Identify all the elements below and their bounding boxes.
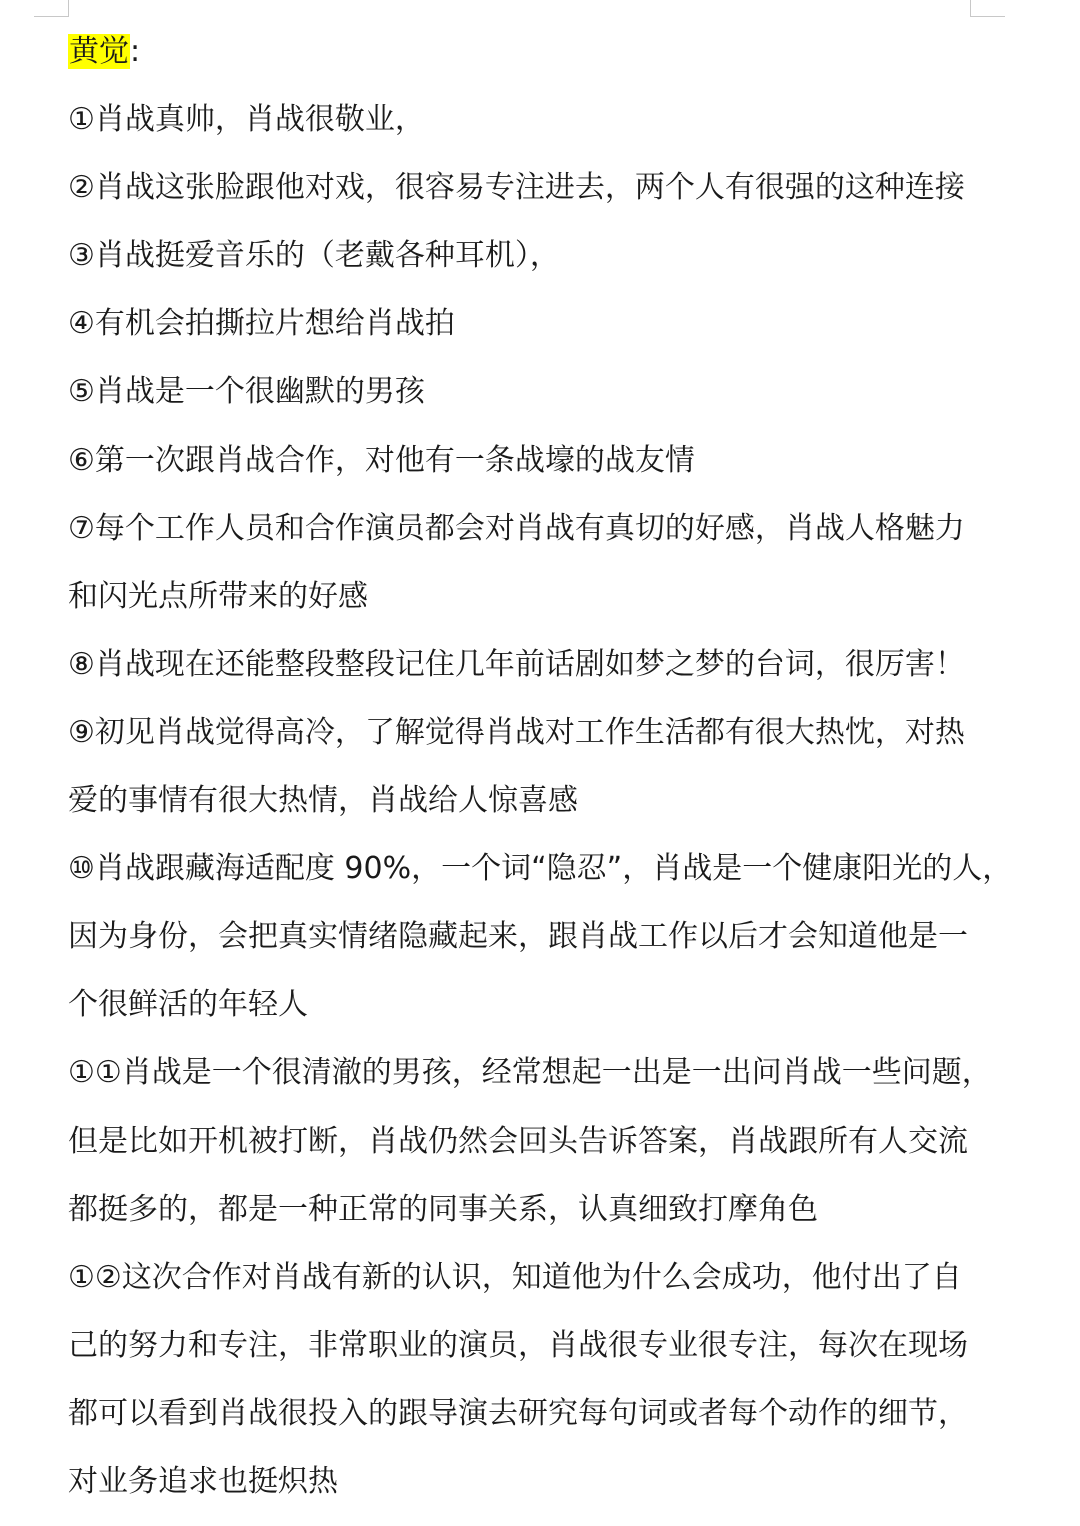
text-line: ⑤肖战是一个很幽默的男孩: [68, 374, 425, 410]
text-line: ①②这次合作对肖战有新的认识，知道他为什么会成功，他付出了自: [68, 1259, 962, 1295]
text-line: 但是比如开机被打断，肖战仍然会回头告诉答案，肖战跟所有人交流: [68, 1123, 968, 1159]
page-corner-mark-right: [970, 0, 1005, 17]
text-line: 对业务追求也挺炽热: [68, 1463, 338, 1499]
text-line: 爱的事情有很大热情，肖战给人惊喜感: [68, 783, 578, 819]
text-line: ①①肖战是一个很清澈的男孩，经常想起一出是一出问肖战一些问题，: [68, 1055, 992, 1091]
text-line: ②肖战这张脸跟他对戏，很容易专注进去，两个人有很强的这种连接: [68, 170, 965, 206]
text-line: 个很鲜活的年轻人: [68, 987, 308, 1023]
text-line: ⑨初见肖战觉得高冷，了解觉得肖战对工作生活都有很大热忱，对热: [68, 714, 965, 750]
text-line: ⑥第一次跟肖战合作，对他有一条战壕的战友情: [68, 442, 695, 478]
heading-colon: :: [130, 34, 141, 69]
text-line: 都挺多的，都是一种正常的同事关系，认真细致打摩角色: [68, 1191, 818, 1227]
text-line: ⑦每个工作人员和合作演员都会对肖战有真切的好感，肖战人格魅力: [68, 510, 965, 546]
text-line: ①肖战真帅，肖战很敬业，: [68, 102, 425, 138]
text-line: 因为身份，会把真实情绪隐藏起来，跟肖战工作以后才会知道他是一: [68, 919, 968, 955]
text-line: ④有机会拍撕拉片想给肖战拍: [68, 306, 455, 342]
heading-line: [68, 18, 998, 86]
document-body: [68, 18, 1013, 1516]
text-line: 和闪光点所带来的好感: [68, 578, 368, 614]
text-line: ⑧肖战现在还能整段整段记住几年前话剧如梦之梦的台词，很厉害！: [68, 646, 965, 682]
text-line: ⑩肖战跟藏海适配度 90%，一个词“隐忍”，肖战是一个健康阳光的人，: [68, 851, 1013, 887]
heading-name-highlighted: 黄觉: [69, 34, 129, 69]
page-corner-mark-left: [34, 0, 69, 17]
text-line: 己的努力和专注，非常职业的演员，肖战很专业很专注，每次在现场: [68, 1327, 968, 1363]
text-line: ③肖战挺爱音乐的（老戴各种耳机），: [68, 238, 560, 274]
text-line: 都可以看到肖战很投入的跟导演去研究每句词或者每个动作的细节，: [68, 1395, 968, 1431]
